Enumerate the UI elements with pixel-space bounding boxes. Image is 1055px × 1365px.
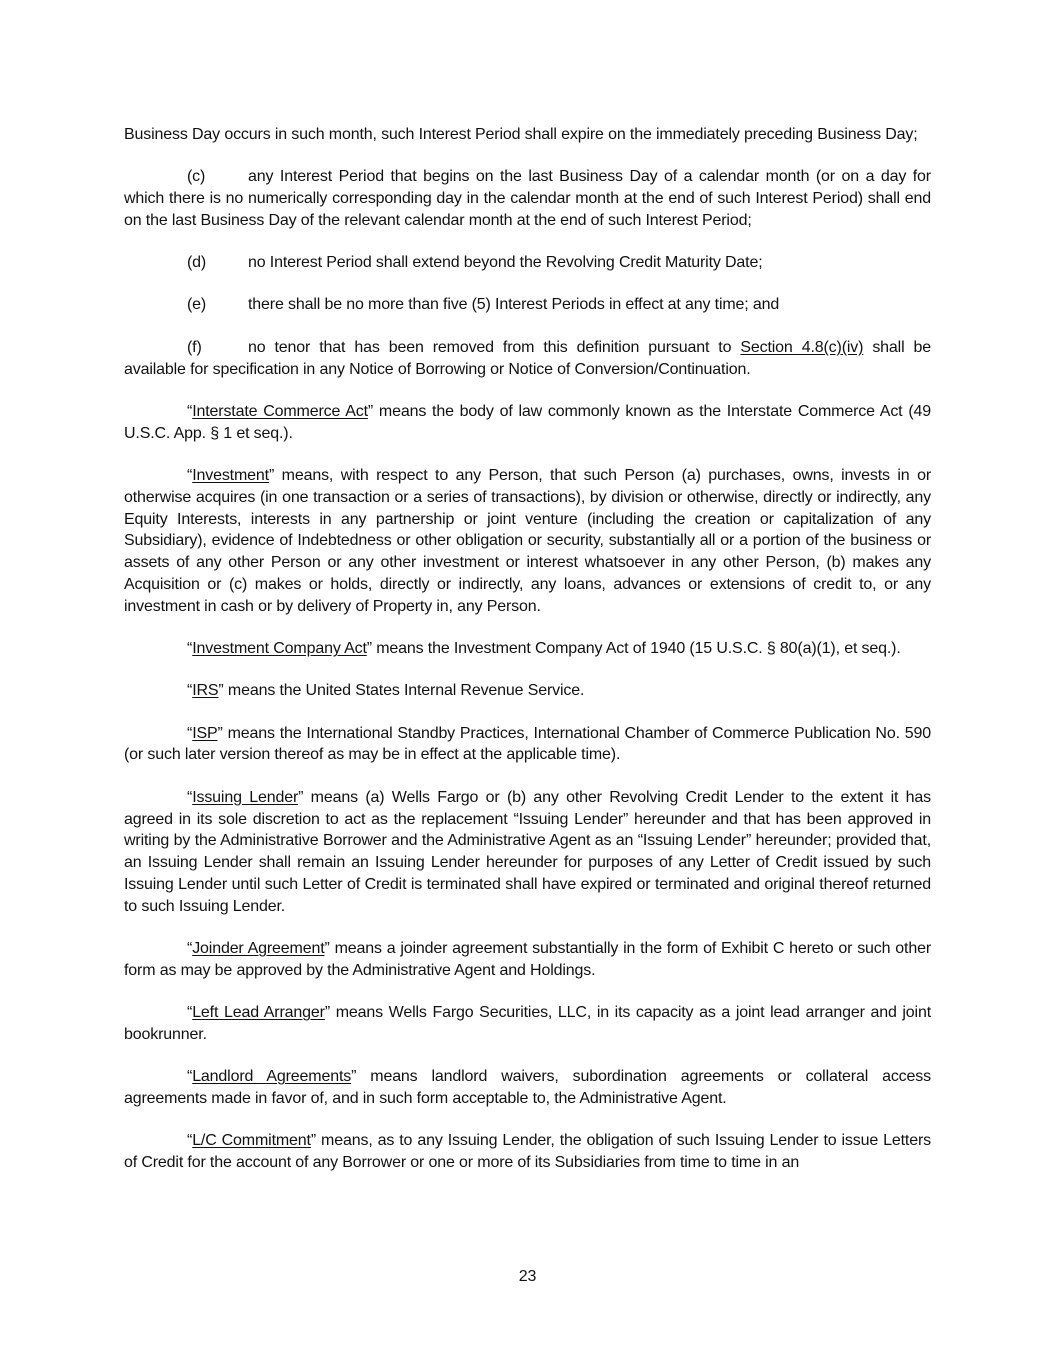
defined-term: L/C Commitment	[192, 1132, 311, 1150]
defined-term: Landlord Agreements	[192, 1068, 352, 1086]
definition-landlord-agreements: “Landlord Agreements” means landlord waivers, subordination agreements or collateral access agreements made in favor of, and in such form acceptable to, the Administrative Agent.	[124, 1068, 931, 1107]
clause-text: there shall be no more than five (5) Interest Periods in effect at any time; and	[248, 296, 780, 314]
definition-text: means the International Standby Practices, International Chamber of Commerce Publication No. 590 (or such later version thereof as may be in effect at the applicable time).	[124, 724, 931, 764]
defined-term: IRS	[192, 682, 219, 700]
definition-issuing-lender: “Issuing Lender” means (a) Wells Fargo or (b) any other Revolving Credit Lender to the extent it has agreed in its sole discretion to act as the replacement “Issuing Lender” hereunder and that has been approved in writing by the Administrative Borrower and the Administrative Agent as an “Issuing Lender” hereunder; provided that, an Issuing Lender shall remain an Issuing Lender hereunder for purposes of any Letter of Credit issued by such Issuing Lender until such Letter of Credit is terminated shall have expired or terminated and original thereof returned to such Issuing Lender.	[124, 788, 931, 915]
clause-text: no tenor that has been removed from this definition pursuant to	[248, 338, 741, 356]
defined-term: Investment Company Act	[192, 640, 367, 658]
definition-text: means landlord waivers, subordination agreements or collateral access agreements made in favor of, and in such form acceptable to, the Administrative Agent.	[124, 1068, 931, 1107]
clause-label: (d)	[187, 254, 207, 272]
definition-text: means, as to any Issuing Lender, the obligation of such Issuing Lender to issue Letters of Credit for the account of any Borrower or one or more of its Subsidiaries from time to time in an	[124, 1132, 931, 1172]
definition-text: means (a) Wells Fargo or (b) any other Revolving Credit Lender to the extent it has agreed in its sole discretion to act as the replacement “Issuing Lender” hereunder and that has been approved in writing by the Administrative Borrower and the Administrative Agent as an “Issuing Lender” hereunder; provided that, an Issuing Lender shall remain an Issuing Lender hereunder for purposes of any Letter of Credit issued by such Issuing Lender until such Letter of Credit is terminated shall have expired or terminated and original thereof returned to such Issuing Lender.	[124, 788, 931, 915]
page-number: 23	[518, 1268, 537, 1285]
definition-lc-commitment: “L/C Commitment” means, as to any Issuing Lender, the obligation of such Issuing Lender to issue Letters of Credit for the account of any Borrower or one or more of its Subsidiaries from time to time in an	[124, 1132, 931, 1172]
clause-label: (e)	[187, 296, 207, 314]
defined-term: Investment	[192, 466, 269, 484]
defined-term: Joinder Agreement	[192, 940, 325, 958]
definition-joinder-agreement: “Joinder Agreement” means a joinder agreement substantially in the form of Exhibit C hereto or such other form as may be approved by the Administrative Agent and Holdings.	[124, 940, 931, 979]
clause-e	[124, 294, 931, 316]
defined-term: Interstate Commerce Act	[192, 402, 368, 420]
intro-paragraph: Business Day occurs in such month, such Interest Period shall expire on the immediately preceding Business Day;	[124, 126, 918, 143]
clause-label: (f)	[187, 338, 202, 356]
section-reference-link[interactable]: Section 4.8(c)(iv)	[740, 338, 864, 356]
defined-term: ISP	[192, 724, 218, 742]
definition-text: means a joinder agreement substantially in the form of Exhibit C hereto or such other form as may be approved by the Administrative Agent and Holdings.	[124, 940, 931, 979]
definition-irs: “IRS” means the United States Internal Revenue Service.	[187, 682, 585, 700]
definition-text: means the United States Internal Revenue Service.	[223, 682, 585, 700]
clause-text: shall be available for specification in any Notice of Borrowing or Notice of Conversion/Continuation.	[124, 338, 931, 378]
definition-text: means, with respect to any Person, that such Person (a) purchases, owns, invests in or otherwise acquires (in one transaction or a series of transactions), by division or otherwise, directly or indirectly, any Equity Interests, interests in any partnership or joint venture (including the creation or capitalization of any Subsidiary), evidence of Indebtedness or other obligation or security, substantially all or a portion of the business or assets of any other Person or any other investment or interest whatsoever in any other Person, (b) makes any Acquisition or (c) makes or holds, directly or indirectly, any loans, advances or extensions of credit to, or any investment in cash or by delivery of Property in, any Person.	[124, 466, 931, 615]
definition-isp: “ISP” means the International Standby Practices, International Chamber of Commerce Publication No. 590 (or such later version thereof as may be in effect at the applicable time).	[124, 724, 931, 764]
clause-f	[124, 337, 931, 381]
defined-term: Issuing Lender	[192, 788, 299, 806]
page-body	[124, 124, 931, 1194]
definition-text: means the Investment Company Act of 1940 (15 U.S.C. § 80(a)(1), et seq.).	[371, 640, 901, 658]
clause-text: any Interest Period that begins on the last Business Day of a calendar month (or on a day for which there is no numerically corresponding day in the calendar month at the end of such Interest Period) shall end on the last Business Day of the relevant calendar month at the end of such Interest Period;	[124, 168, 931, 229]
definition-interstate-commerce-act: “Interstate Commerce Act” means the body of law commonly known as the Interstate Commerce Act (49 U.S.C. App. § 1 et seq.).	[124, 402, 931, 442]
definition-text: means the body of law commonly known as the Interstate Commerce Act (49 U.S.C. App. § 1 et seq.).	[124, 402, 931, 442]
clause-label: (c)	[187, 168, 206, 186]
definition-left-lead-arranger: “Left Lead Arranger” means Wells Fargo Securities, LLC, in its capacity as a joint lead arranger and joint bookrunner.	[124, 1004, 931, 1043]
clause-d	[124, 252, 931, 274]
definition-investment-company-act: “Investment Company Act” means the Investment Company Act of 1940 (15 U.S.C. § 80(a)(1), et seq.).	[187, 640, 901, 658]
definition-text: means Wells Fargo Securities, LLC, in its capacity as a joint lead arranger and joint bookrunner.	[124, 1004, 931, 1043]
clause-text: no Interest Period shall extend beyond the Revolving Credit Maturity Date;	[248, 254, 763, 272]
clause-c	[124, 166, 931, 231]
definition-investment: “Investment” means, with respect to any Person, that such Person (a) purchases, owns, invests in or otherwise acquires (in one transaction or a series of transactions), by division or otherwise, directly or indirectly, any Equity Interests, interests in any partnership or joint venture (including the creation or capitalization of any Subsidiary), evidence of Indebtedness or other obligation or security, substantially all or a portion of the business or assets of any other Person or any other investment or interest whatsoever in any other Person, (b) makes any Acquisition or (c) makes or holds, directly or indirectly, any loans, advances or extensions of credit to, or any investment in cash or by delivery of Property in, any Person.	[124, 466, 931, 615]
defined-term: Left Lead Arranger	[192, 1004, 325, 1022]
